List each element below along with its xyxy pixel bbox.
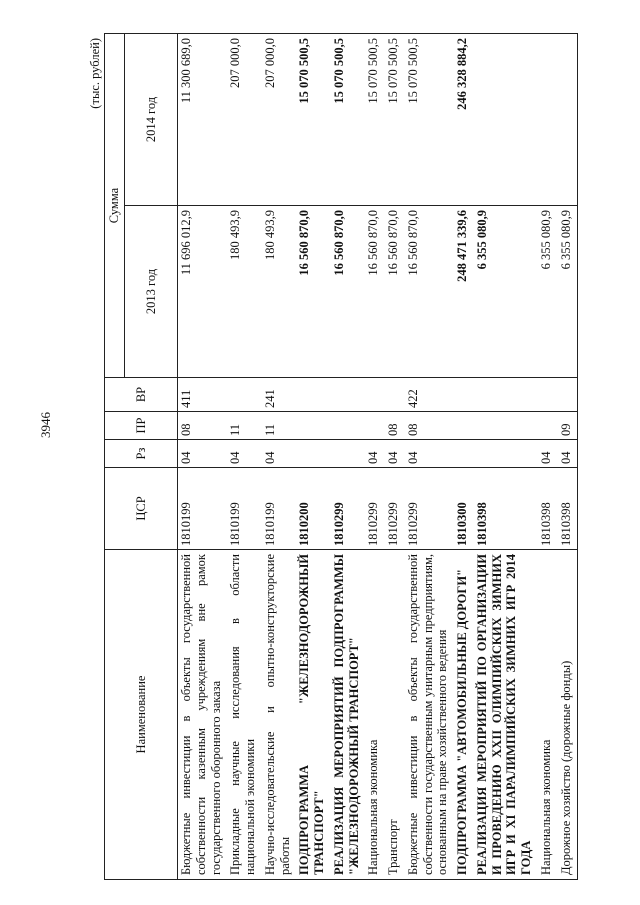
cell-vr — [385, 378, 405, 412]
cell-pr: 08 — [178, 412, 228, 440]
cell-csr: 1810199 — [227, 468, 262, 550]
cell-y2014: 11 300 689,0 — [178, 34, 228, 206]
cell-y2013: 180 493,9 — [262, 206, 297, 378]
cell-vr — [331, 378, 366, 412]
cell-rz: 04 — [405, 440, 454, 468]
cell-vr — [474, 378, 538, 412]
cell-y2014: 246 328 884,2 — [454, 34, 474, 206]
cell-rz — [474, 440, 538, 468]
budget-table — [104, 33, 578, 880]
cell-y2013: 16 560 870,0 — [405, 206, 454, 378]
cell-pr — [365, 412, 385, 440]
cell-y2013: 16 560 870,0 — [331, 206, 366, 378]
cell-y2014 — [474, 34, 538, 206]
table-row — [178, 34, 228, 880]
table-row — [385, 34, 405, 880]
cell-vr — [296, 378, 331, 412]
cell-name: ПОДПРОГРАММА "ЖЕЛЕЗНОДОРОЖНЫЙ ТРАНСПОРТ" — [296, 550, 331, 880]
cell-pr — [331, 412, 366, 440]
cell-y2014: 207 000,0 — [262, 34, 297, 206]
header-csr: ЦСР — [105, 468, 178, 550]
cell-csr: 1810200 — [296, 468, 331, 550]
cell-y2013: 6 355 080,9 — [558, 206, 578, 378]
cell-name: Бюджетные инвестиции в объекты государственной собственности казенным учреждениям вне рамок государственного оборонного заказа — [178, 550, 228, 880]
cell-name: Дорожное хозяйство (дорожные фонды) — [558, 550, 578, 880]
cell-csr: 1810299 — [365, 468, 385, 550]
cell-csr: 1810299 — [405, 468, 454, 550]
cell-name: Научно-исследовательские и опытно-конструкторские работы — [262, 550, 297, 880]
cell-rz: 04 — [178, 440, 228, 468]
cell-y2013: 16 560 870,0 — [365, 206, 385, 378]
table-row — [474, 34, 538, 880]
table-row — [454, 34, 474, 880]
cell-csr: 1810299 — [385, 468, 405, 550]
cell-y2014: 207 000,0 — [227, 34, 262, 206]
cell-y2013: 16 560 870,0 — [385, 206, 405, 378]
cell-y2014: 15 070 500,5 — [331, 34, 366, 206]
cell-pr — [538, 412, 558, 440]
cell-pr: 08 — [405, 412, 454, 440]
cell-rz — [331, 440, 366, 468]
header-rz: Рз — [105, 440, 178, 468]
cell-name: Бюджетные инвестиции в объекты государственной собственности государственным унитарным предприятиям, основанным на праве хозяйственного ведения — [405, 550, 454, 880]
cell-csr: 1810299 — [331, 468, 366, 550]
cell-name: ПОДПРОГРАММА "АВТОМОБИЛЬНЫЕ ДОРОГИ" — [454, 550, 474, 880]
table-row — [558, 34, 578, 880]
cell-name: Транспорт — [385, 550, 405, 880]
header-pr: ПР — [105, 412, 178, 440]
table-body — [178, 34, 578, 880]
table-row — [296, 34, 331, 880]
cell-name: РЕАЛИЗАЦИЯ МЕРОПРИЯТИЙ ПО ОРГАНИЗАЦИИ И ПРОВЕДЕНИЮ XXII ОЛИМПИЙСКИХ ЗИМНИХ ИГР И XI ПАРАЛИМПИЙСКИХ ЗИМНИХ ИГР 2014 ГОДА — [474, 550, 538, 880]
cell-csr: 1810398 — [558, 468, 578, 550]
table-row — [331, 34, 366, 880]
cell-y2014: 15 070 500,5 — [385, 34, 405, 206]
cell-pr: 11 — [262, 412, 297, 440]
cell-pr: 09 — [558, 412, 578, 440]
cell-vr — [454, 378, 474, 412]
page-number: 3946 — [38, 412, 53, 438]
cell-y2014: 15 070 500,5 — [405, 34, 454, 206]
cell-y2013: 6 355 080,9 — [474, 206, 538, 378]
cell-pr: 08 — [385, 412, 405, 440]
cell-vr: 241 — [262, 378, 297, 412]
cell-name: Национальная экономика — [365, 550, 385, 880]
cell-pr — [454, 412, 474, 440]
rotated-document — [88, 32, 598, 880]
header-sum: Сумма — [105, 34, 125, 378]
cell-y2013: 180 493,9 — [227, 206, 262, 378]
cell-y2013: 248 471 339,6 — [454, 206, 474, 378]
cell-pr — [296, 412, 331, 440]
cell-csr: 1810300 — [454, 468, 474, 550]
cell-y2013: 11 696 012,9 — [178, 206, 228, 378]
cell-csr: 1810398 — [538, 468, 558, 550]
header-2013: 2013 год — [125, 206, 178, 378]
cell-name: Прикладные научные исследования в области национальной экономики — [227, 550, 262, 880]
cell-y2014 — [558, 34, 578, 206]
cell-rz: 04 — [262, 440, 297, 468]
cell-name: РЕАЛИЗАЦИЯ МЕРОПРИЯТИЙ ПОДПРОГРАММЫ "ЖЕЛЕЗНОДОРОЖНЫЙ ТРАНСПОРТ" — [331, 550, 366, 880]
unit-label: (тыс. рублей) — [88, 38, 102, 109]
cell-rz — [296, 440, 331, 468]
cell-vr — [538, 378, 558, 412]
cell-rz: 04 — [365, 440, 385, 468]
cell-vr — [365, 378, 385, 412]
cell-y2014 — [538, 34, 558, 206]
table-row — [405, 34, 454, 880]
cell-vr — [227, 378, 262, 412]
table-row — [538, 34, 558, 880]
cell-y2013: 16 560 870,0 — [296, 206, 331, 378]
table-row — [365, 34, 385, 880]
cell-rz: 04 — [227, 440, 262, 468]
cell-pr — [474, 412, 538, 440]
table-row — [227, 34, 262, 880]
header-2014: 2014 год — [125, 34, 178, 206]
header-name: Наименование — [105, 550, 178, 880]
cell-rz: 04 — [538, 440, 558, 468]
cell-pr: 11 — [227, 412, 262, 440]
cell-vr: 411 — [178, 378, 228, 412]
cell-rz: 04 — [385, 440, 405, 468]
table-row — [262, 34, 297, 880]
cell-vr — [558, 378, 578, 412]
cell-y2014: 15 070 500,5 — [296, 34, 331, 206]
cell-csr: 1810199 — [262, 468, 297, 550]
cell-y2014: 15 070 500,5 — [365, 34, 385, 206]
cell-vr: 422 — [405, 378, 454, 412]
cell-name: Национальная экономика — [538, 550, 558, 880]
cell-rz — [454, 440, 474, 468]
cell-csr: 1810398 — [474, 468, 538, 550]
cell-y2013: 6 355 080,9 — [538, 206, 558, 378]
header-vr: ВР — [105, 378, 178, 412]
cell-csr: 1810199 — [178, 468, 228, 550]
cell-rz: 04 — [558, 440, 578, 468]
